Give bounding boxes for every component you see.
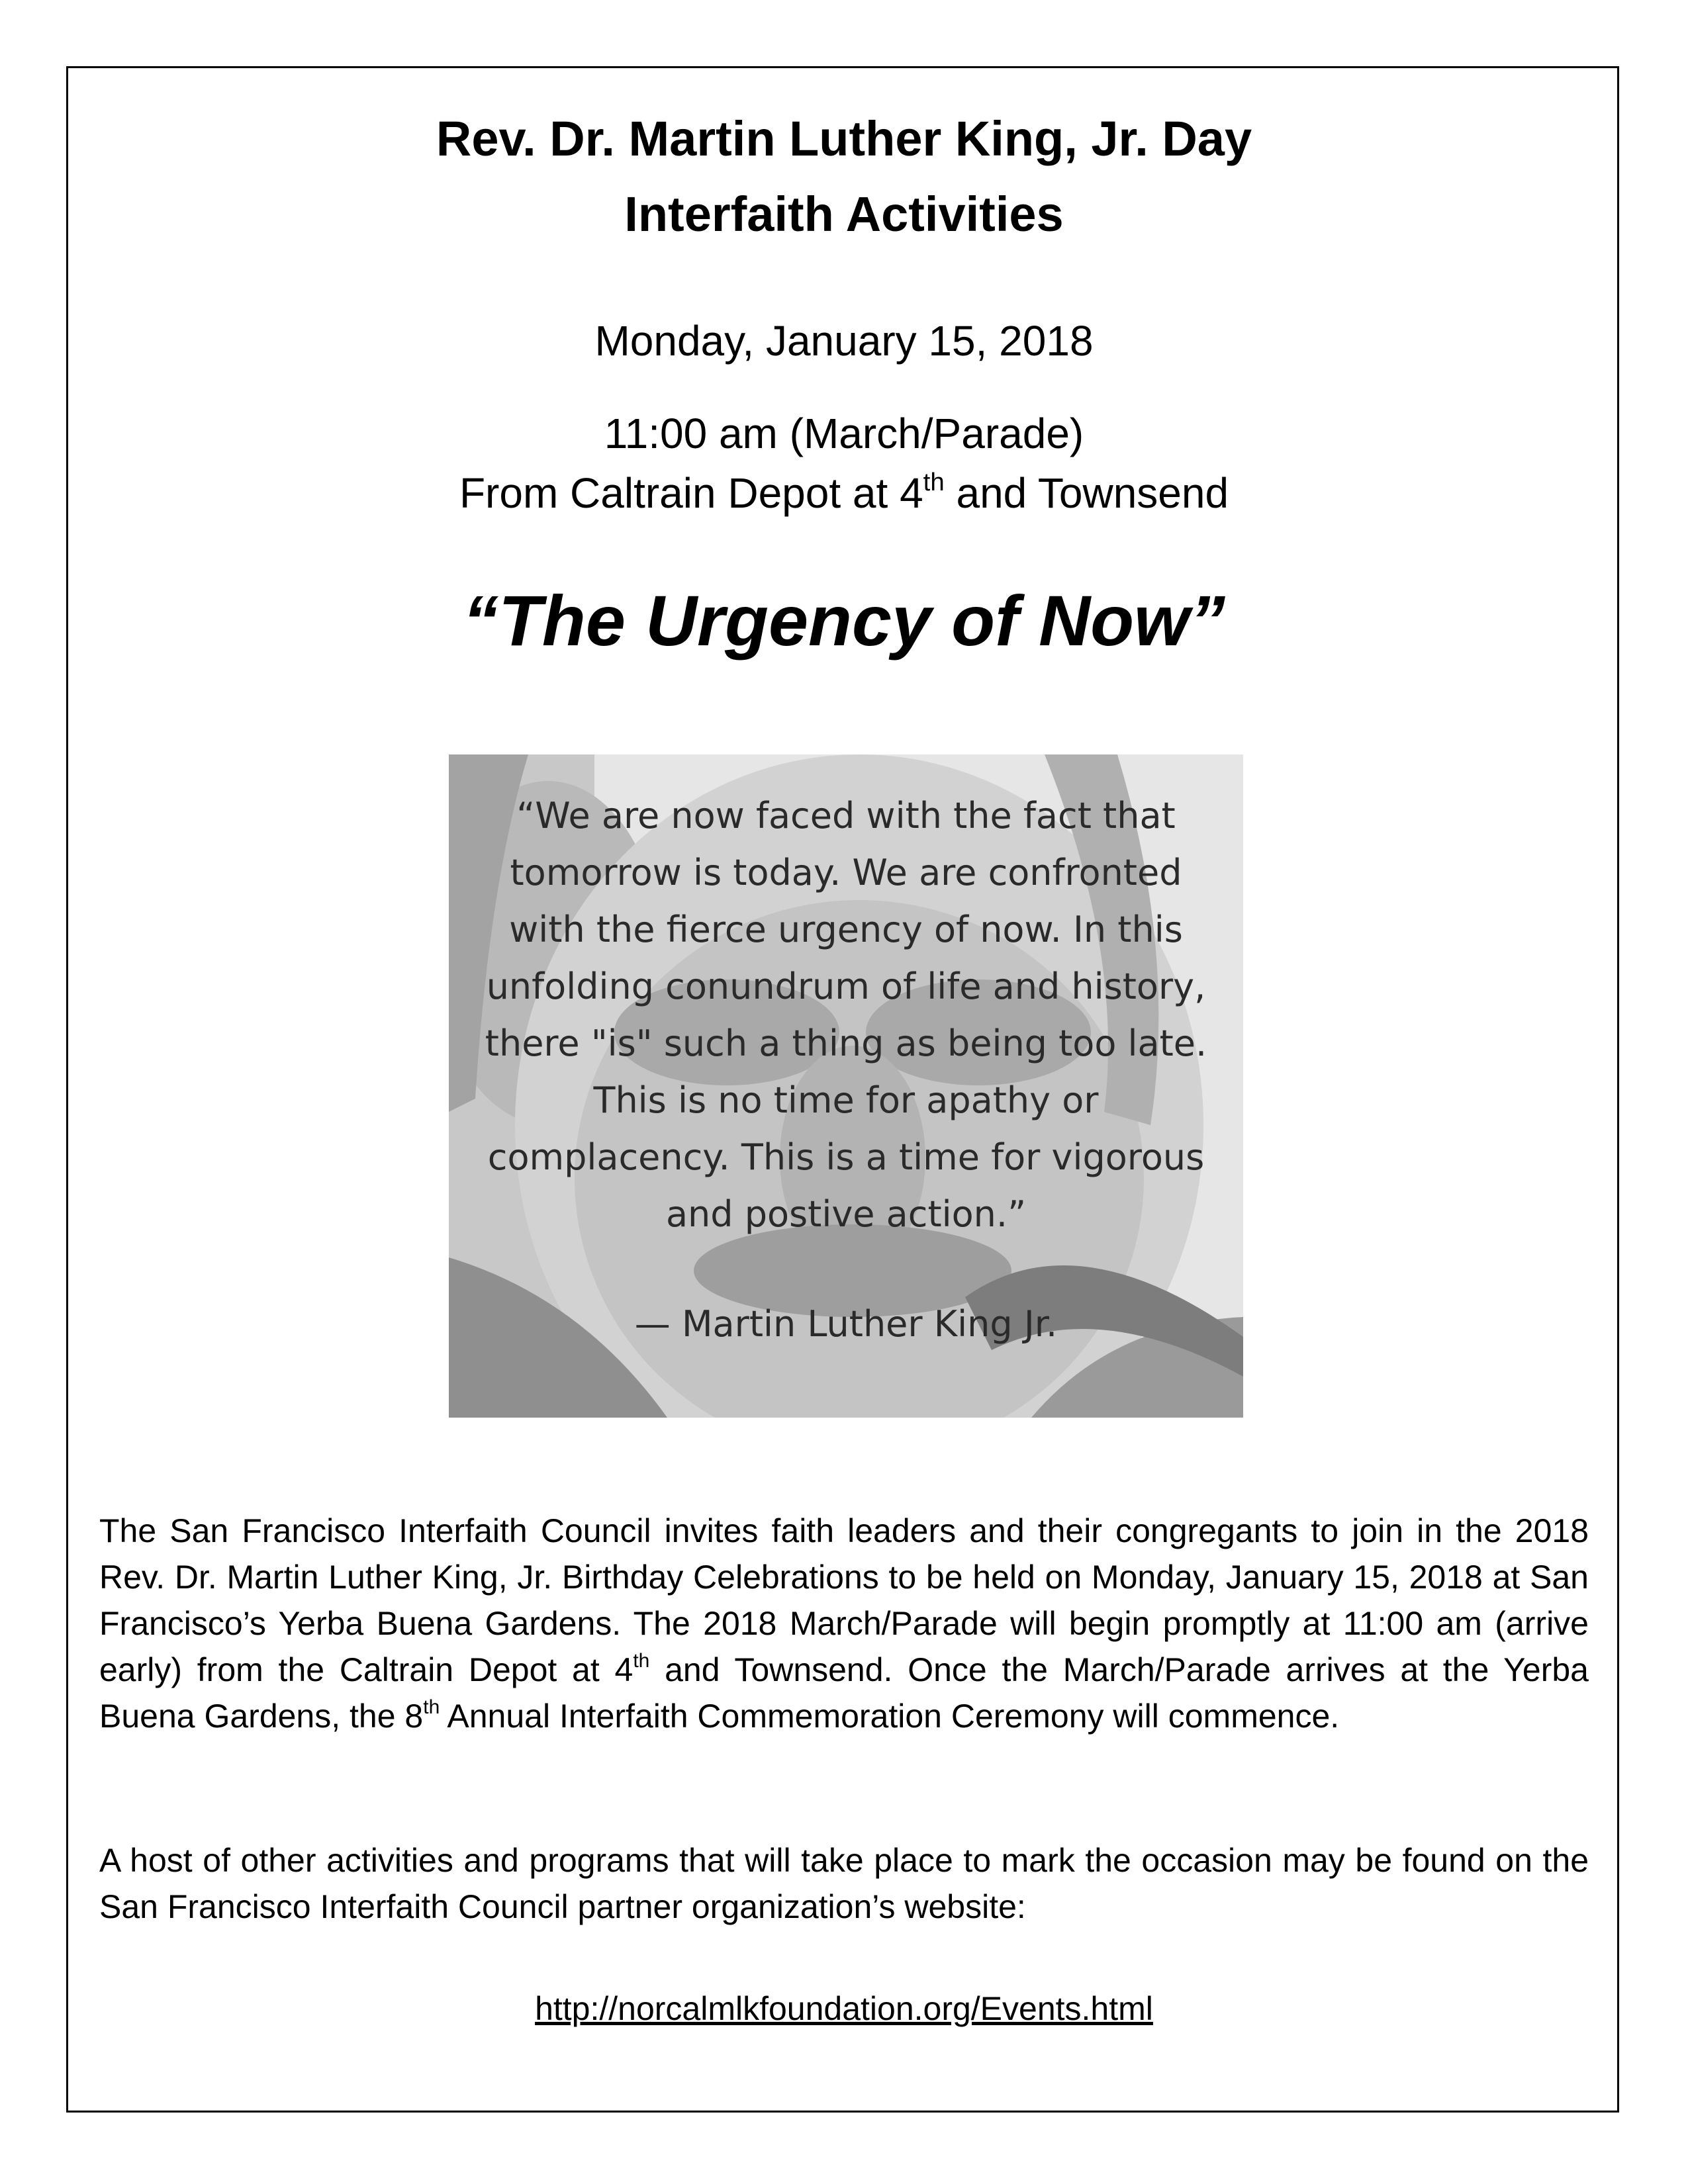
invitation-text-c: Annual Interfaith Commemoration Ceremony will commence.: [440, 1698, 1340, 1735]
ordinal-suffix: th: [423, 1696, 440, 1719]
event-theme: “The Urgency of Now”: [462, 580, 1226, 660]
quote-line: there "is" such a thing as being too late.: [485, 1023, 1207, 1064]
invitation-text-a: The San Francisco Interfaith Council invites faith leaders and their congregants to join in the 2018 Rev. Dr. Martin Luther King, Jr. Birthday Celebrations to be held on Monday, January 15, 2018 at San Francisco’s Yerba Buena Gardens. The 2018 March/Parade will begin promptly at 11:00 am (arrive early) from the Caltrain Depot at 4: [99, 1512, 1589, 1688]
quote-image: [449, 754, 1243, 1418]
location-prefix: From Caltrain Depot at 4: [459, 469, 923, 517]
quote-line: tomorrow is today. We are confronted: [510, 852, 1182, 893]
location-ordinal: th: [923, 467, 945, 496]
event-location: [0, 463, 1688, 523]
quote-line: “We are now faced with the fact that: [516, 795, 1176, 837]
quote-text: [449, 788, 1243, 1243]
quote-line: complacency. This is a time for vigorous: [487, 1136, 1205, 1178]
event-time: 11:00 am (March/Parade): [604, 410, 1084, 457]
quote-line: and postive action.”: [665, 1193, 1027, 1235]
website-link[interactable]: http://norcalmlkfoundation.org/Events.html: [535, 1990, 1153, 2027]
ordinal-suffix: th: [633, 1650, 650, 1672]
invitation-paragraph: [99, 1508, 1589, 1739]
quote-line: unfolding conundrum of life and history,: [486, 966, 1206, 1007]
event-subtitle: Interfaith Activities: [624, 187, 1064, 242]
event-title: Rev. Dr. Martin Luther King, Jr. Day: [436, 111, 1252, 166]
activities-paragraph: A host of other activities and programs that will take place to mark the occasion may be found on the San Francisco Interfaith Council partner organization’s website:: [99, 1842, 1589, 1925]
quote-line: This is no time for apathy or: [593, 1079, 1099, 1121]
quote-attribution: — Martin Luther King Jr.: [634, 1303, 1058, 1345]
quote-line: with the fierce urgency of now. In this: [509, 909, 1183, 950]
event-date: Monday, January 15, 2018: [594, 317, 1094, 365]
location-suffix: and Townsend: [944, 469, 1229, 517]
invitation-text-b: and Townsend. Once the March/Parade arrives at the Yerba Buena Gardens, the 8: [99, 1651, 1589, 1735]
